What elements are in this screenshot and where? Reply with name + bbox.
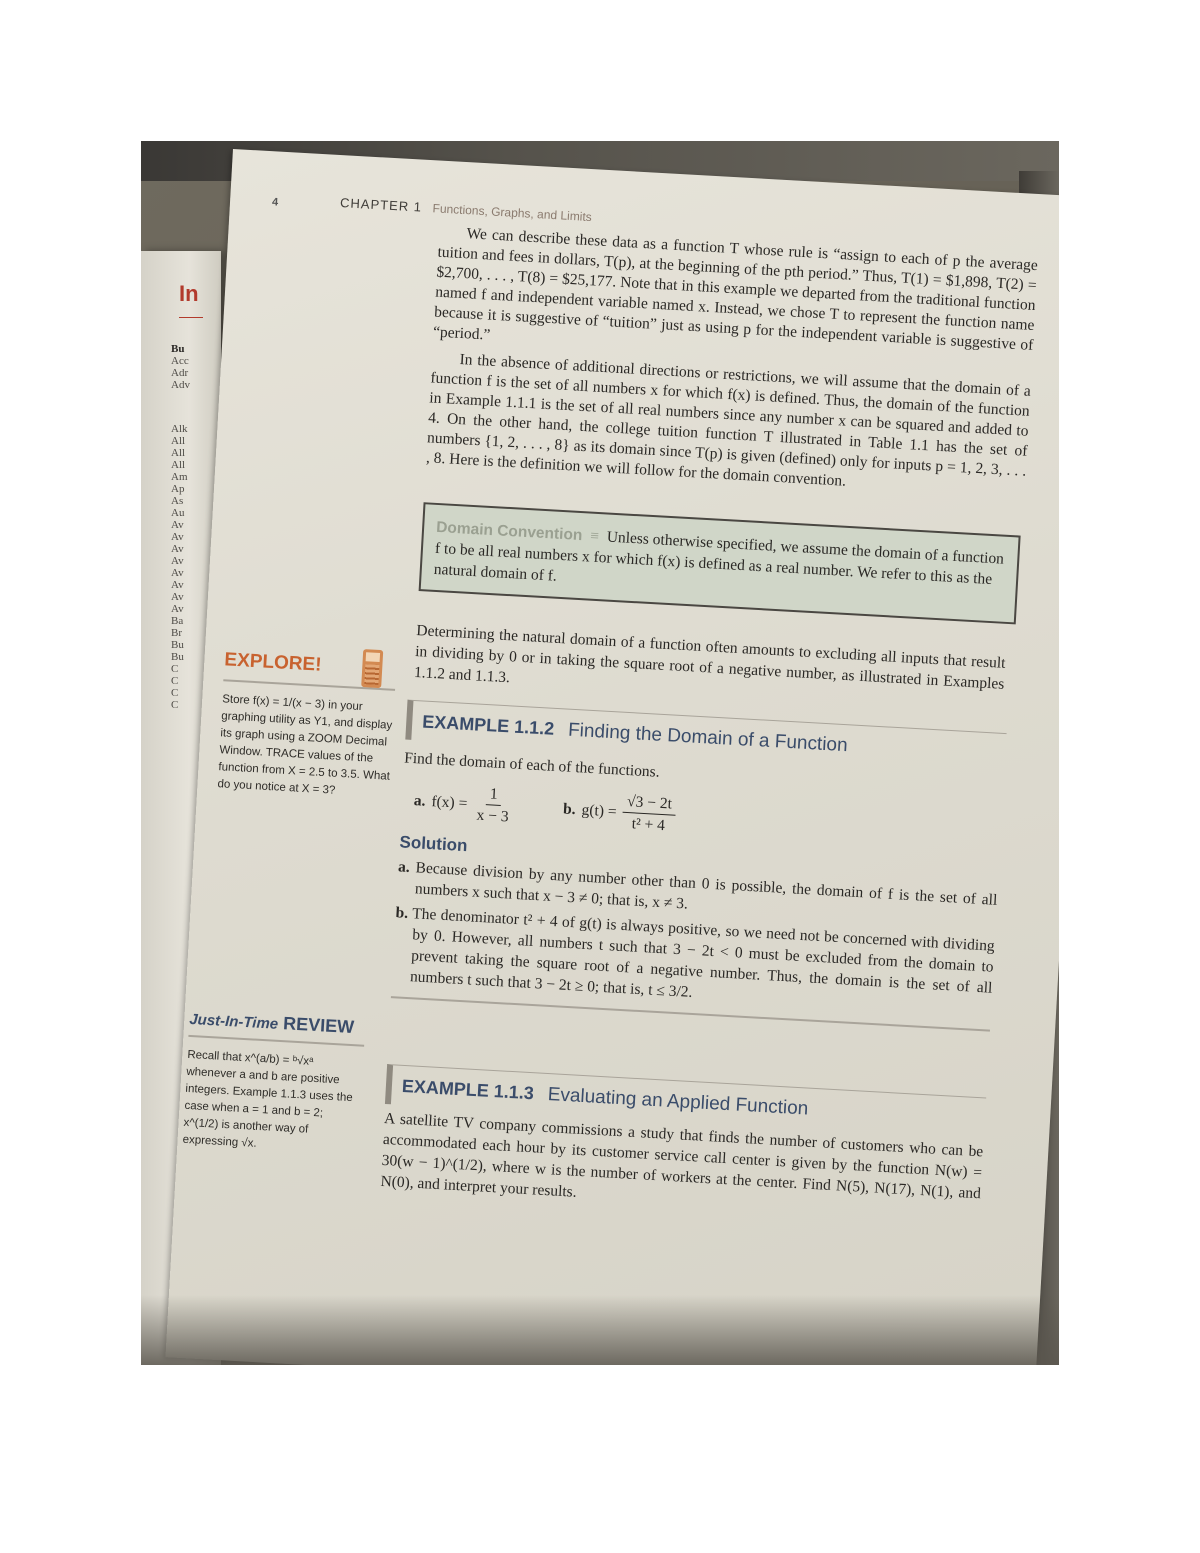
example-body (392, 740, 1005, 1020)
index-entry: Av (171, 531, 184, 543)
index-entry: All (171, 435, 186, 447)
explore-sidebar (217, 649, 397, 802)
index-entry: As (171, 495, 184, 507)
index-entry: Av (171, 555, 184, 567)
photo-frame (141, 141, 1059, 1365)
example-label: EXAMPLE 1.1.2 (421, 711, 555, 739)
function-lhs: g(t) = (581, 801, 618, 821)
solution-heading: Solution (399, 832, 468, 856)
fraction (621, 791, 676, 837)
index-entry: Av (171, 579, 184, 591)
index-entry: Av (171, 567, 184, 579)
index-entry: Ap (171, 483, 185, 495)
index-entry: C (171, 687, 179, 699)
paragraph: In the absence of additional directions or restrictions, we will assume that the domain of a function f is the set of all numbers x for which f(x) is defined. Thus, the domain of the function in Example 1.1.1 is the set of all real numbers since any number x can be squared and added to 4. On the other hand, the college tuition function T illustrated in Table 1.1 has the set of numbers {1, 2, . . . , 8} as its domain since T(p) is given (defined) only for inputs p = 1, 2, 3, . . . , 8. Here is the definition we will follow for the domain convention. (425, 350, 1032, 490)
explore-text: Store f(x) = 1/(x − 3) in your graphing utility as Y1, and display its graph using a ZOOM Decimal Window. TRACE values of the function from X = 2.5 to 3.5. What do you notice at X = 3? (217, 693, 393, 797)
index-entry: Alk (171, 423, 188, 435)
explore-title: EXPLORE! (223, 649, 323, 676)
index-entry: C (171, 663, 179, 675)
index-entry: All (171, 459, 186, 471)
index-entry: Av (171, 591, 184, 603)
part-label: b. (562, 800, 577, 819)
index-entry: Bu (171, 651, 184, 663)
numerator: √3 − 2t (623, 791, 677, 816)
solution-text: Because division by any number other than 0 is possible, the domain of f is the set of all numbers x such that x − 3 ≠ 0; that is, x ≠ 3. (414, 859, 998, 913)
paragraph: Determining the natural domain of a function often amounts to excluding all inputs that result in dividing by 0 or in taking the square root of a negative number, as illustrated in Examples 1.1.2 and 1.1.3. (413, 622, 1006, 693)
running-header (340, 195, 592, 224)
part-label: b. (395, 904, 409, 922)
index-entry: Ba (171, 615, 184, 627)
left-book-heading: In (179, 281, 199, 306)
convention-text: Unless otherwise specified, we assume the domain of a function f to be all real numbers x for which f(x) is defined as a real number. We refer to this as the natural domain of f. (433, 528, 1005, 589)
index-entry: C (171, 675, 179, 687)
example-1-1-2 (391, 700, 1007, 1032)
review-title (189, 1008, 366, 1039)
convention-title: Domain Convention (435, 518, 583, 545)
example-title: Evaluating an Applied Function (547, 1084, 809, 1120)
review-sidebar (182, 1008, 366, 1159)
domain-convention-box (419, 502, 1021, 624)
index-entry: Adv (171, 379, 190, 391)
part-label: a. (397, 858, 411, 876)
review-title-italic: Just-In-Time (188, 1010, 279, 1033)
part-label: a. (413, 792, 426, 810)
left-book-rule (179, 317, 203, 318)
example-title: Finding the Domain of a Function (567, 719, 849, 757)
index-entry: All (171, 447, 186, 459)
numerator: 1 (485, 783, 502, 806)
index-entry: Av (171, 603, 184, 615)
example-text: A satellite TV company commissions a study that finds the number of customers who can be accommodated each hour by its customer service call center is given by the function N(w) = 30(w − 1)^(1/2), where w is the number of workers at the center. Find N(5), N(17), N(1), and N(0), and interpret your results. (380, 1109, 984, 1203)
index-entry: Am (171, 471, 188, 483)
index-entry: Bu (171, 343, 185, 355)
solution-text: The denominator t² + 4 of g(t) is always positive, so we need not be concerned with dividing by 0. However, all numbers t such that 3 − 2t < 0 must be excluded from the domain to prevent taking the square root of a negative number. Thus, the domain is the set of all numbers t such that 3 − 2t ≥ 0; that is, t ≤ 3/2. (409, 905, 996, 1001)
definition-icon: ≡ (589, 527, 600, 546)
review-text: Recall that x^(a/b) = ᵇ√xᵃ whenever a and b are positive integers. Example 1.1.3 uses the case when a = 1 and b = 2; x^(1/2) is another way of expressing √x. (182, 1048, 354, 1150)
review-title-bold: REVIEW (282, 1013, 355, 1038)
denominator: t² + 4 (631, 815, 666, 835)
fraction (472, 782, 514, 827)
page-shadow (141, 1295, 1059, 1365)
chapter-title: Functions, Graphs, and Limits (432, 201, 593, 225)
function-lhs: f(x) = (431, 793, 468, 813)
index-entry: Av (171, 519, 184, 531)
part-a (413, 779, 515, 827)
paragraph: We can describe these data as a function T whose rule is “assign to each of p the average tuition and fees in dollars, T(p), at the beginning of the pth period.” Thus, T(1) = $1,898, T(2) = $2,700, . . . , T(8) = $25,177. Note that in this example we departed from the traditional function named f and independent variable named x. Instead, we chose T to represent the function name because it is suggestive of “tuition” just as using p for the independent variable is suggestive of “period.” (432, 225, 1039, 354)
index-entry: C (171, 699, 179, 711)
index-entry: Av (171, 543, 184, 555)
index-entry: Acc (171, 355, 189, 367)
chapter-label: CHAPTER 1 (339, 195, 423, 215)
example-label: EXAMPLE 1.1.3 (401, 1075, 535, 1104)
denominator: x − 3 (476, 806, 510, 826)
textbook-page (165, 149, 1059, 1365)
part-b (562, 787, 677, 836)
index-entry: Au (171, 507, 185, 519)
index-entry: Adr (171, 367, 189, 379)
example-prompt: Find the domain of each of the functions. (403, 749, 661, 781)
intro-text (425, 223, 1038, 508)
example-1-1-3 (380, 1064, 986, 1225)
page-number: 4 (271, 196, 279, 209)
index-entry: Br (171, 627, 182, 639)
index-entry: Bu (171, 639, 184, 651)
calculator-icon (361, 649, 383, 688)
